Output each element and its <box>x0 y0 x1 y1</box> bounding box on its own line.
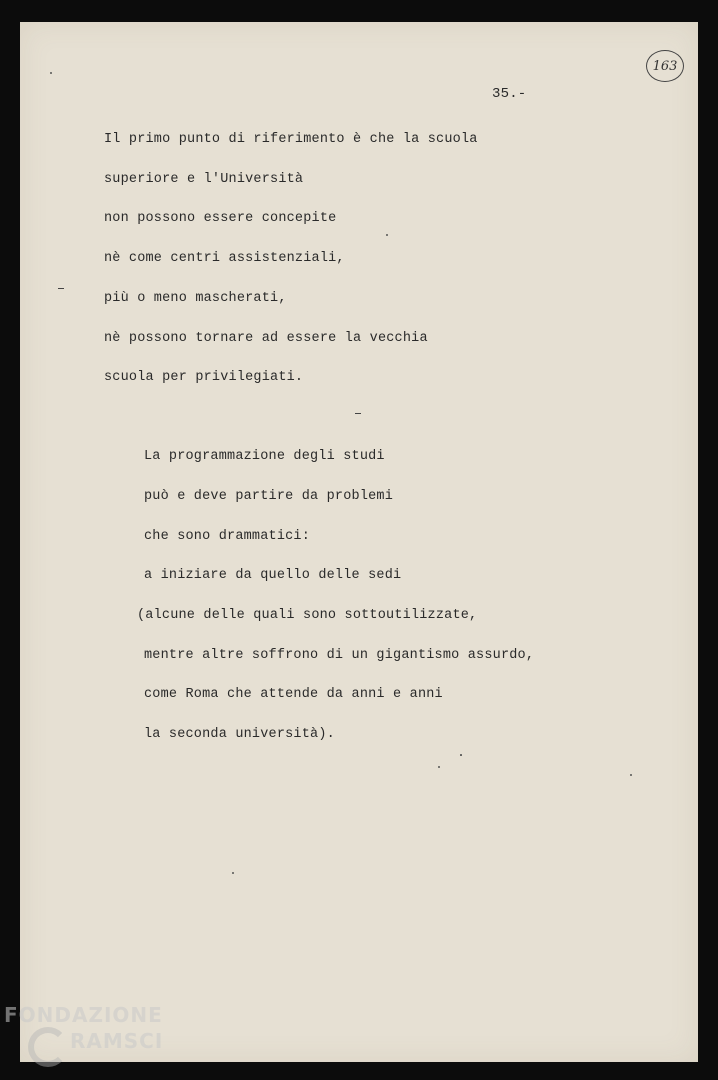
archive-number-text: 163 <box>652 58 678 74</box>
text-line: può e deve partire da problemi <box>144 489 394 504</box>
watermark-bottom-text: RAMSCI <box>70 1029 164 1053</box>
text-line: (alcune delle quali sono sottoutilizzate, <box>137 608 478 623</box>
text-line: La programmazione degli studi <box>144 449 385 464</box>
scan-speck <box>460 754 462 756</box>
text-line: la seconda università). <box>144 727 335 742</box>
archive-stamp-number <box>646 50 684 82</box>
text-line: superiore e l'Università <box>104 172 304 187</box>
text-line: Il primo punto di riferimento è che la scuola <box>104 132 478 147</box>
scan-speck <box>232 872 234 874</box>
scan-speck <box>438 766 440 768</box>
text-line: che sono drammatici: <box>144 529 311 544</box>
fondazione-gramsci-watermark <box>4 1003 184 1075</box>
text-line: nè possono tornare ad essere la vecchia <box>104 331 428 346</box>
typewritten-page <box>20 22 698 1062</box>
text-line: a iniziare da quello delle sedi <box>144 568 402 583</box>
scan-mark <box>355 413 361 414</box>
text-line: come Roma che attende da anni e anni <box>144 687 443 702</box>
text-line: scuola per privilegiati. <box>104 370 304 385</box>
watermark-top-text: FONDAZIONE <box>4 1003 163 1027</box>
scan-speck <box>386 234 388 236</box>
text-line: più o meno mascherati, <box>104 291 287 306</box>
text-line: nè come centri assistenziali, <box>104 251 345 266</box>
gramsci-g-logo-icon <box>28 1027 68 1067</box>
scan-speck <box>630 774 632 776</box>
scan-speck <box>50 72 52 74</box>
page-number: 35.- <box>492 86 527 102</box>
scan-mark <box>58 288 64 289</box>
text-line: mentre altre soffrono di un gigantismo assurdo, <box>144 648 535 663</box>
text-line: non possono essere concepite <box>104 211 337 226</box>
